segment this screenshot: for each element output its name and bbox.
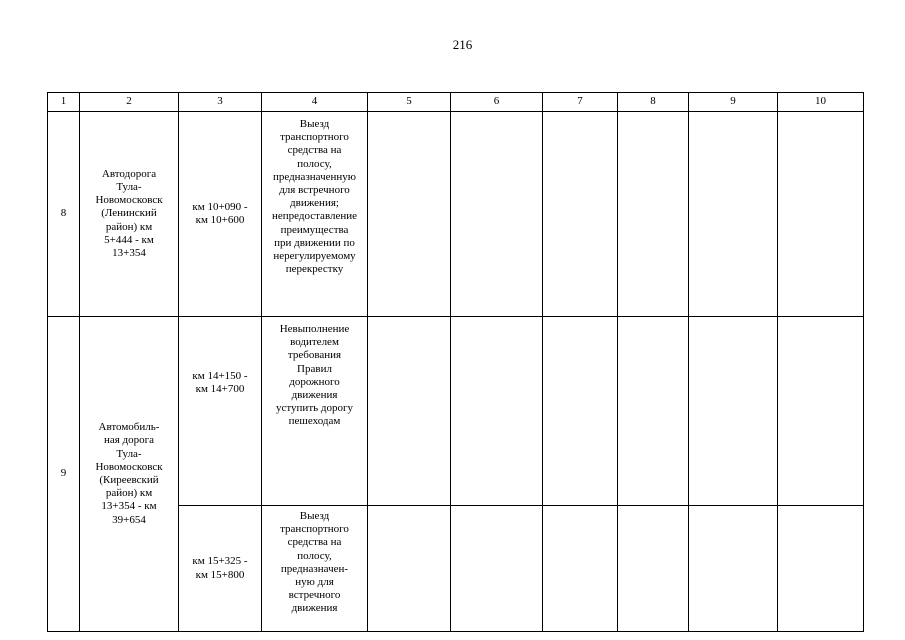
km-cell: км 10+090 - км 10+600	[179, 112, 262, 317]
empty-cell	[778, 506, 864, 632]
header-cell-8: 8	[618, 93, 689, 112]
empty-cell	[368, 506, 451, 632]
header-cell-3: 3	[179, 93, 262, 112]
empty-cell	[543, 506, 618, 632]
empty-cell	[689, 506, 778, 632]
empty-cell	[689, 317, 778, 506]
empty-cell	[778, 112, 864, 317]
violation-cell: Выезд транспортного средства на полосу, предназначен- ную для встречного движения	[262, 506, 368, 632]
empty-cell	[368, 317, 451, 506]
empty-cell	[618, 112, 689, 317]
violation-cell: Выезд транспортного средства на полосу, предназначенную для встречного движения; непредоставление преимущества при движении по нерегулируемому перекрестку	[262, 112, 368, 317]
violation-cell: Невыполнение водителем требования Правил дорожного движения уступить дорогу пешеходам	[262, 317, 368, 506]
header-row	[48, 93, 864, 112]
page-number: 216	[452, 37, 473, 52]
empty-cell	[543, 112, 618, 317]
empty-cell	[778, 317, 864, 506]
empty-cell	[451, 112, 543, 317]
empty-cell	[543, 317, 618, 506]
table-row-8	[48, 112, 864, 317]
row-number-cell: 9	[48, 317, 80, 632]
km-cell: км 15+325 - км 15+800	[179, 506, 262, 632]
empty-cell	[618, 317, 689, 506]
header-cell-6: 6	[451, 93, 543, 112]
header-cell-10: 10	[778, 93, 864, 112]
header-cell-2: 2	[80, 93, 179, 112]
row-number-cell: 8	[48, 112, 80, 317]
header-cell-9: 9	[689, 93, 778, 112]
empty-cell	[451, 506, 543, 632]
violations-table	[47, 92, 864, 632]
empty-cell	[451, 317, 543, 506]
empty-cell	[618, 506, 689, 632]
header-cell-7: 7	[543, 93, 618, 112]
empty-cell	[368, 112, 451, 317]
table-row-9	[48, 317, 864, 506]
km-cell: км 14+150 - км 14+700	[179, 317, 262, 506]
road-cell: Автомобиль- ная дорога Тула- Новомосковск (Киреевский район) км 13+354 - км 39+654	[80, 317, 179, 632]
header-cell-5: 5	[368, 93, 451, 112]
empty-cell	[689, 112, 778, 317]
header-cell-1: 1	[48, 93, 80, 112]
road-cell: Автодорога Тула- Новомосковск (Ленинский район) км 5+444 - км 13+354	[80, 112, 179, 317]
header-cell-4: 4	[262, 93, 368, 112]
